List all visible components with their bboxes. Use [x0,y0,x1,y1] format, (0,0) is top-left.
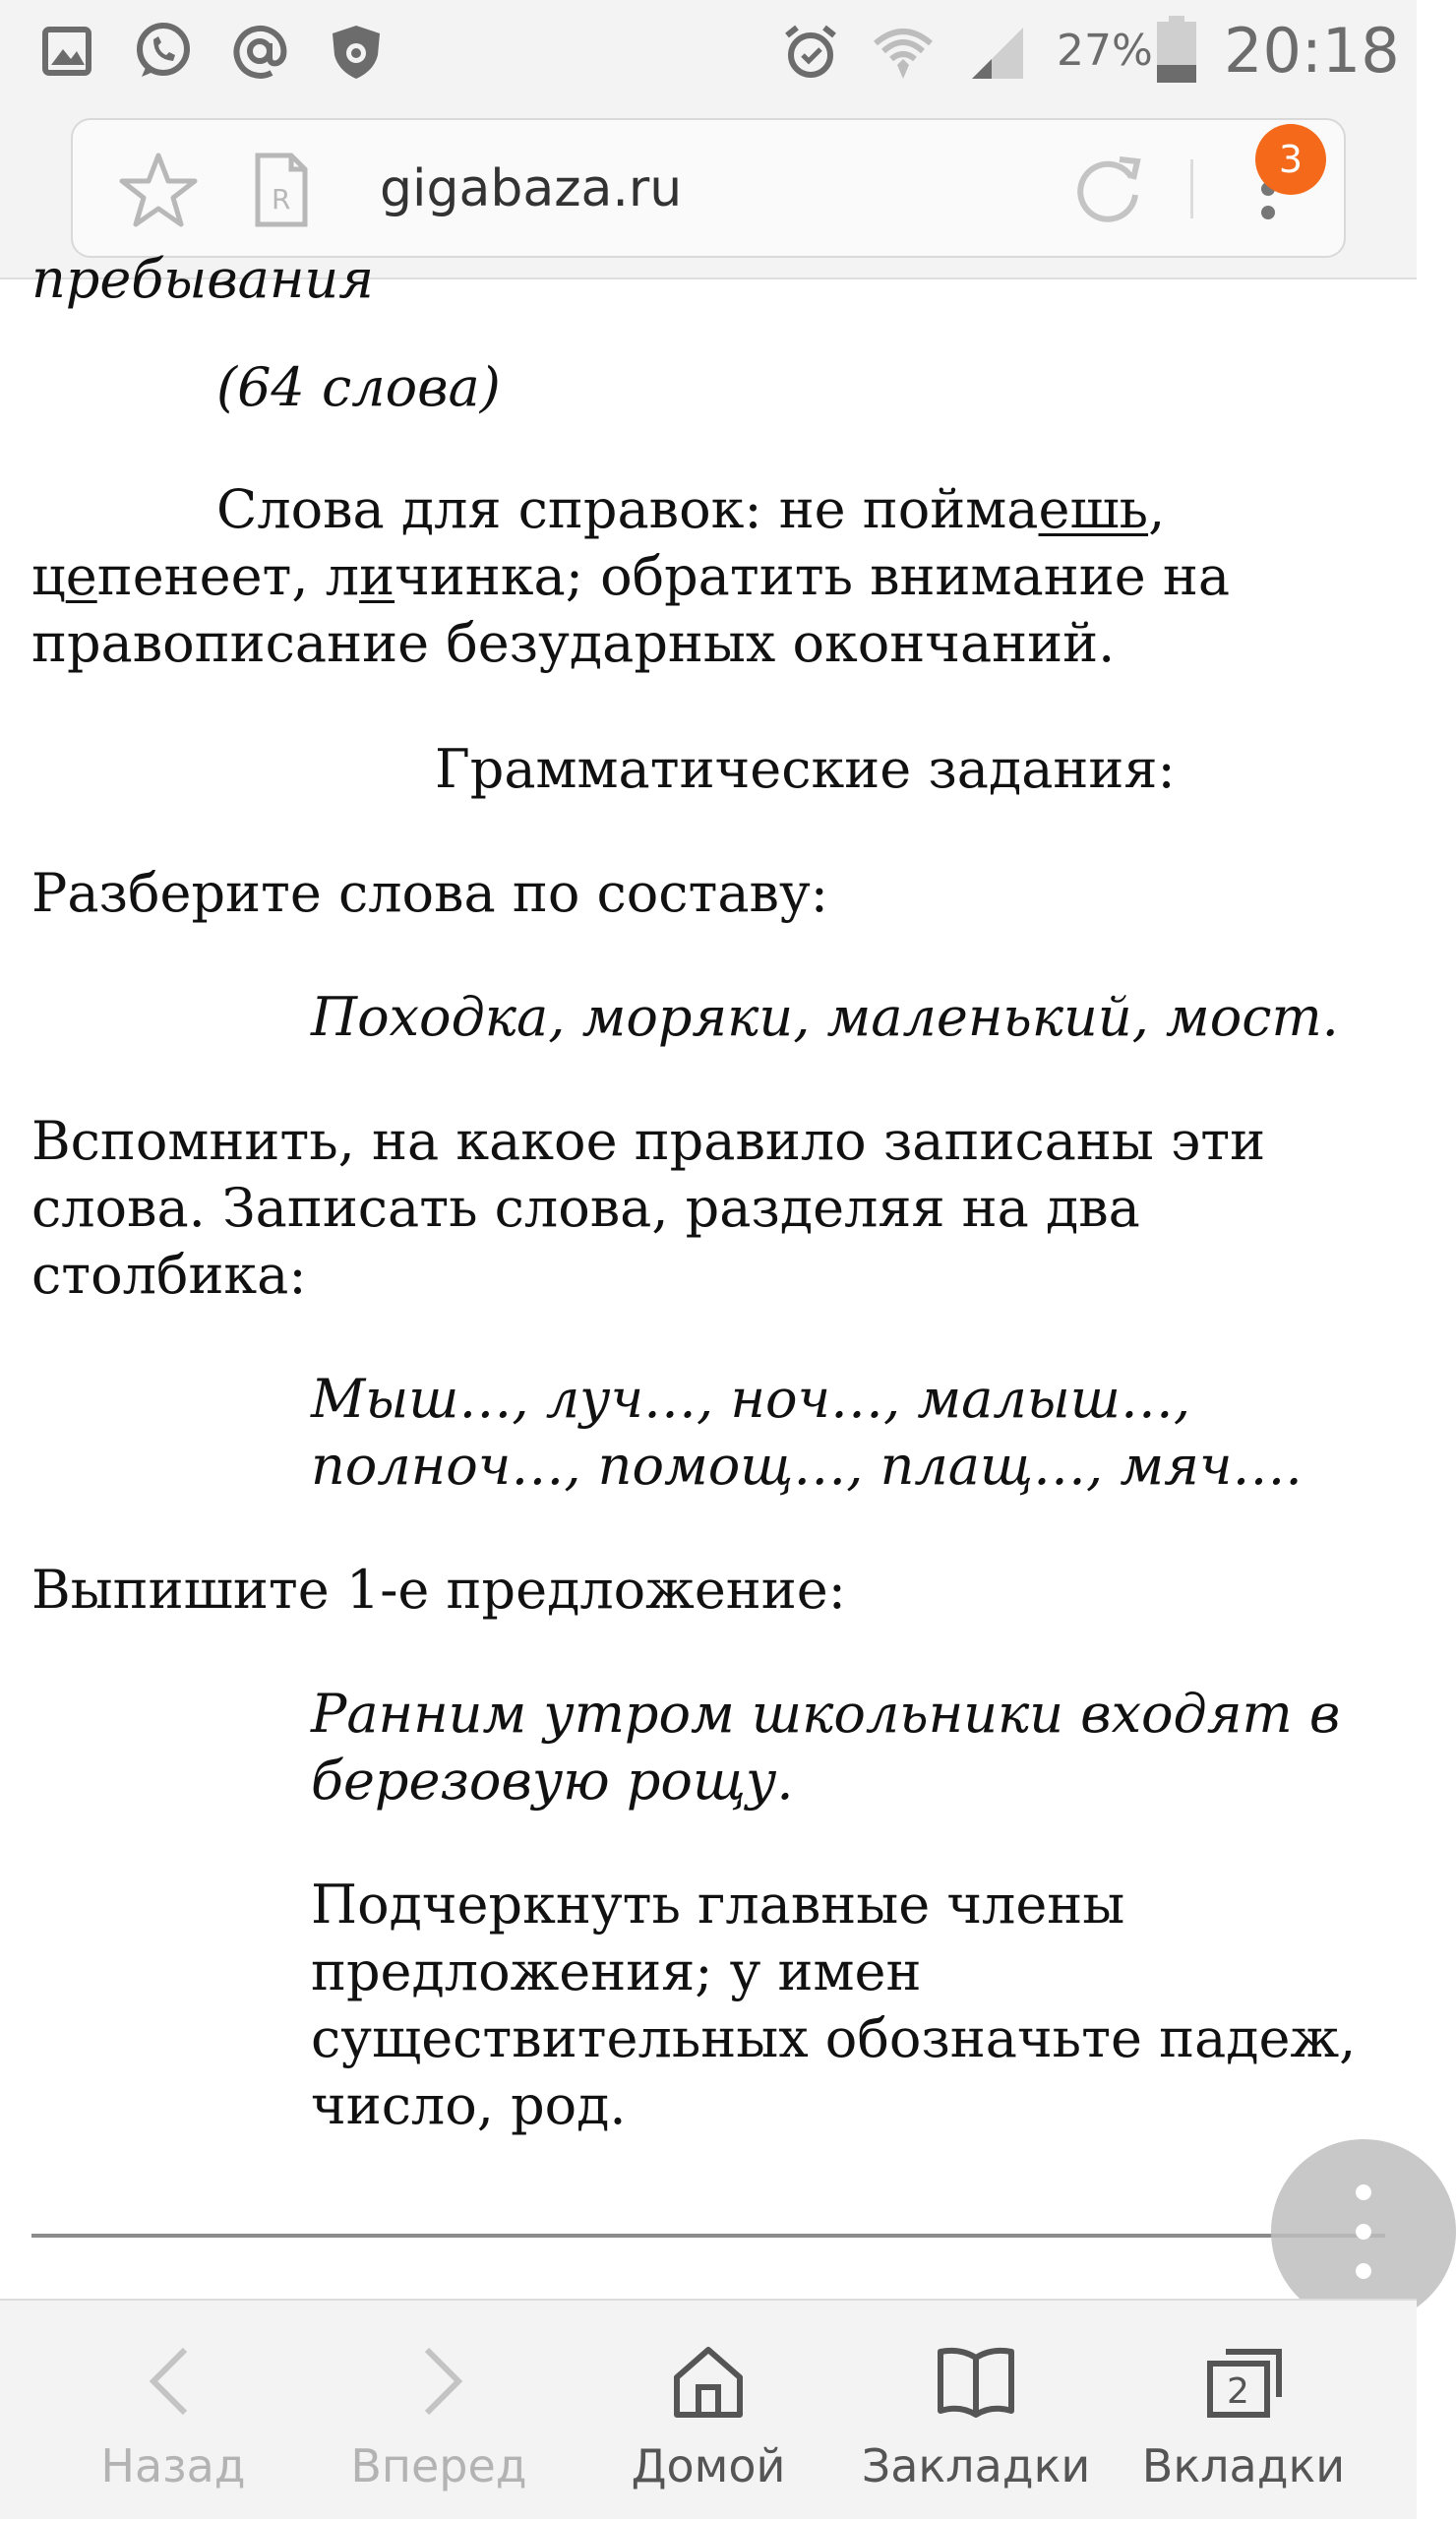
nav-back-button[interactable] [31,2301,315,2521]
sentence-line2: березовую рощу. [311,1750,794,1812]
shield-bug-icon [325,20,388,83]
task4-line4: число, род. [311,2074,627,2136]
at-sign-icon [228,20,291,83]
task4-line2: предложения; у имен [311,1940,922,2002]
nav-bookmarks-label: Закладки [861,2439,1091,2492]
status-bar [0,0,1417,102]
battery-icon [1155,16,1198,85]
help-words-line2: цепенеет, личинка; обратить внимание на [31,545,1231,607]
nav-back-label: Назад [100,2439,246,2492]
task2-line1: Вспомнить, на какое правило записаны эти [31,1110,1266,1172]
task2-words-line1: Мыш…, луч…, ноч…, малыш…, [311,1368,1191,1430]
task4-line1: Подчеркнуть главные члены [311,1874,1125,1936]
star-icon[interactable] [116,148,201,232]
nav-tabs-label: Вкладки [1141,2439,1346,2492]
address-bar[interactable] [71,118,1346,258]
url-text[interactable]: gigabaza.ru [380,159,683,218]
help-words-line1: Слова для справок: не поймаешь, [216,478,1166,540]
grammar-heading: Грамматические задания: [435,738,1176,800]
toolbar-divider [1190,159,1193,218]
tabs-count-text: 2 [1227,2371,1249,2412]
task4-line3: существительных обозначьте падеж, [311,2007,1357,2069]
sentence-line1: Ранним утром школьники входят в [311,1683,1341,1745]
chevron-right-icon [399,2342,478,2421]
nav-home-label: Домой [631,2439,786,2492]
alarm-icon [779,20,842,83]
word-count: (64 слова) [216,356,501,418]
task2-words-line2: полноч…, помощ…, плащ…, мяч…. [311,1435,1303,1497]
reader-mode-icon[interactable] [238,148,323,232]
chevron-left-icon [134,2342,212,2421]
cutoff-line: пребывания [31,248,374,310]
wifi-icon [872,20,935,83]
nav-forward-button[interactable] [297,2301,580,2521]
task1-words: Походка, моряки, маленький, мост. [311,986,1339,1048]
task2-line3: столбика: [31,1244,307,1306]
divider-line [31,2234,1385,2238]
svg-text:R: R [272,183,291,215]
tabs-count-badge[interactable]: 3 [1255,124,1326,195]
nav-home-button[interactable] [567,2301,850,2521]
bottom-navigation [0,2299,1417,2519]
floating-menu-button[interactable] [1271,2139,1456,2324]
cellular-signal-icon [968,20,1031,83]
nav-bookmarks-button[interactable] [834,2301,1118,2521]
home-icon [669,2342,748,2421]
nav-forward-label: Вперед [350,2439,527,2492]
battery-percent: 27% [1057,26,1153,76]
nav-tabs-button[interactable] [1102,2301,1385,2521]
task2-line2: слова. Записать слова, разделяя на два [31,1177,1140,1239]
help-words-line3: правописание безударных окончаний. [31,612,1116,674]
reload-icon[interactable] [1066,148,1151,232]
tabs-icon [1204,2342,1283,2421]
page-content [0,248,1417,2299]
gallery-icon [35,20,98,83]
task3: Выпишите 1-е предложение: [31,1559,846,1621]
book-icon [937,2342,1015,2421]
whatsapp-icon [132,20,195,83]
clock: 20:18 [1224,15,1400,87]
task1: Разберите слова по составу: [31,862,828,924]
